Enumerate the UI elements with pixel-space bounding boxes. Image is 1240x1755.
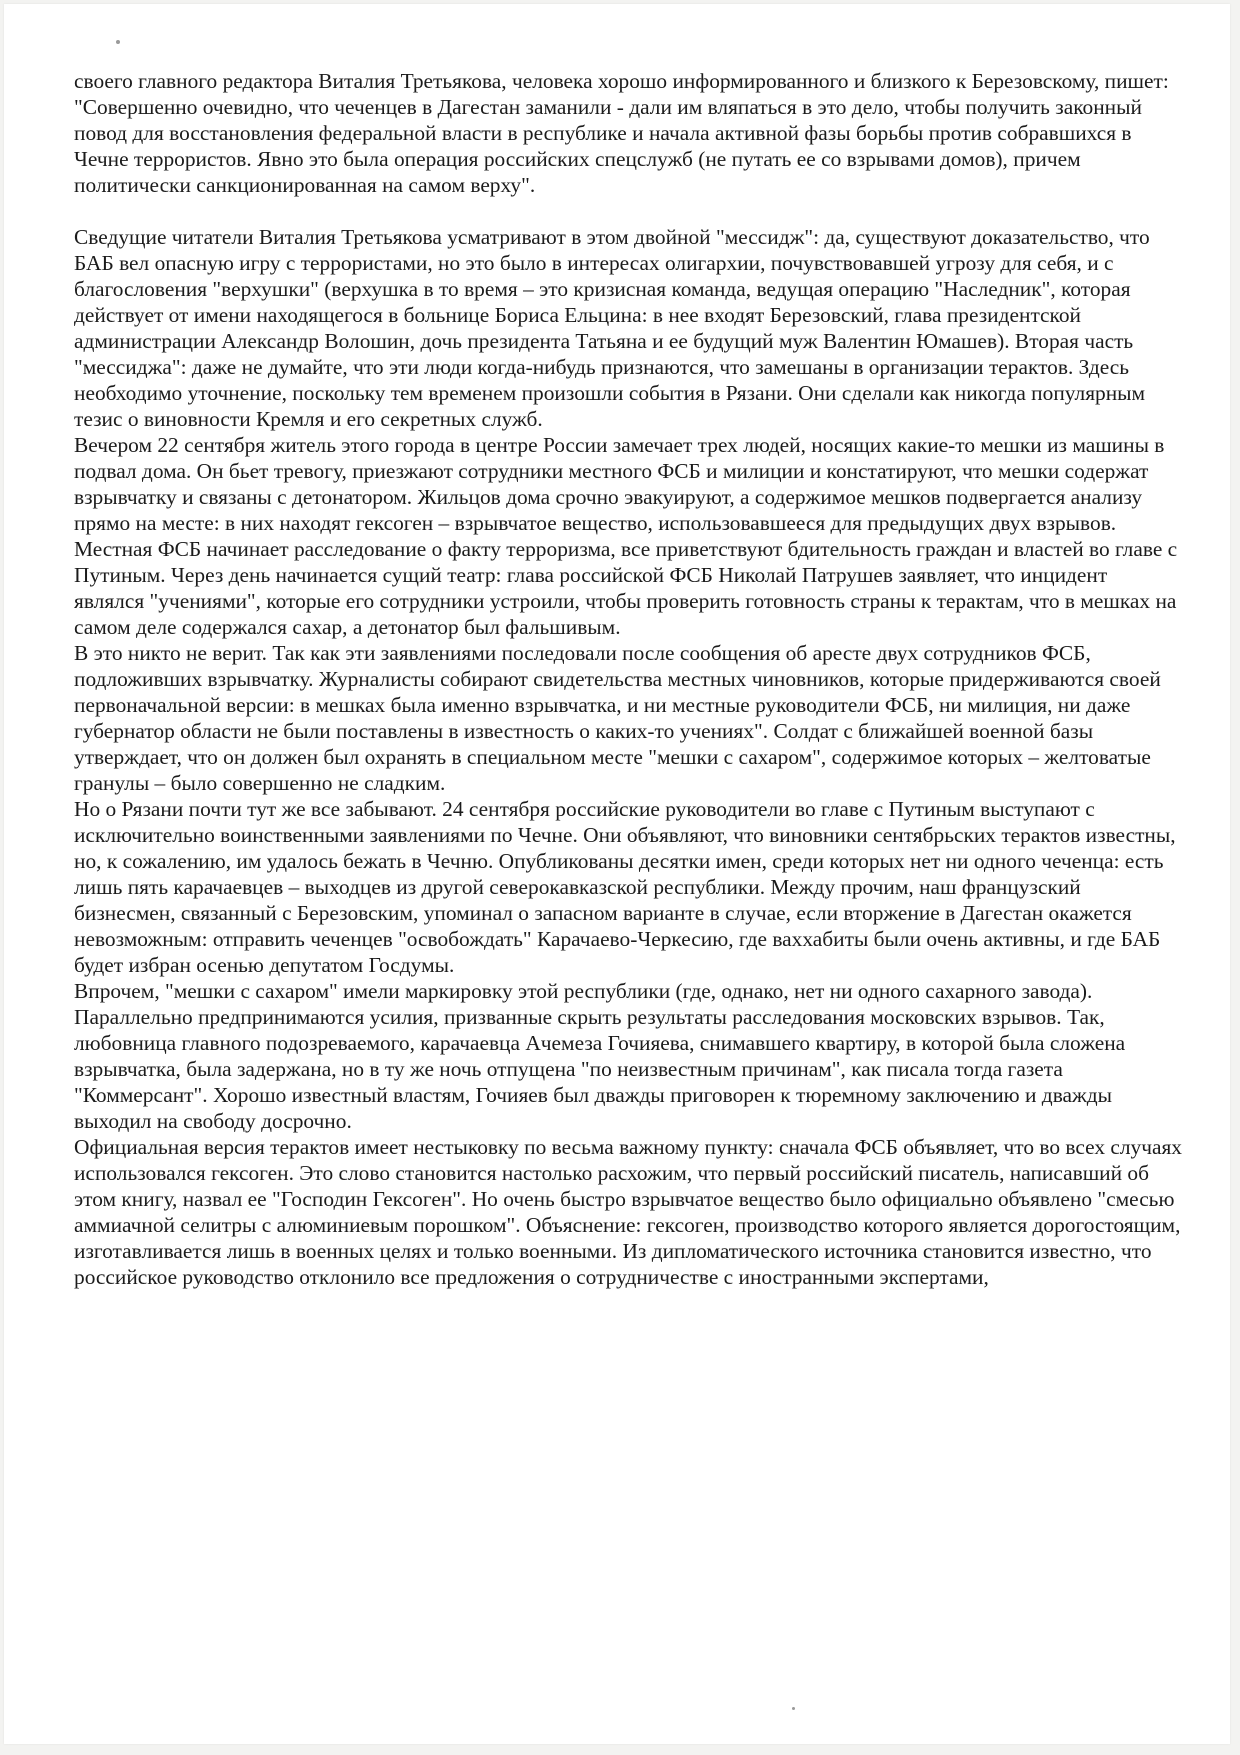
paragraph-3: Вечером 22 сентября житель этого города в центре России замечает трех людей, носящих какие-то мешки из машины в подвал дома. Он бьет тревогу, приезжают сотрудники местного ФСБ и милиции и констатируют, что мешки содержат взрывчатку и связаны с детонатором. Жильцов дома срочно эвакуируют, а содержимое мешков подвергается анализу прямо на месте: в них находят гексоген – взрывчатое вещество, использовавшееся для предыдущих двух взрывов. Местная ФСБ начинает расследование о факту терроризма, все приветствуют бдительность граждан и властей во главе с Путиным. Через день начинается сущий театр: глава российской ФСБ Николай Патрушев заявляет, что инцидент являлся "учениями", которые его сотрудники устроили, чтобы проверить готовность страны к терактам, что в мешках на самом деле содержался сахар, а детонатор был фальшивым. — [74, 433, 1178, 639]
paragraph-gap — [74, 198, 1182, 224]
scan-speck — [792, 1707, 795, 1710]
paragraph-5: Но о Рязани почти тут же все забывают. 24 сентября российские руководители во главе с Путиным выступают с исключительно воинственными заявлениями по Чечне. Они объявляют, что виновники сентябрьских терактов известны, но, к сожалению, им удалось бежать в Чечню. Опубликованы десятки имен, среди которых нет ни одного чеченца: есть лишь пять карачаевцев – выходцев из другой северокавказской республики. Между прочим, наш французский бизнесмен, связанный с Березовским, упоминал о запасном варианте в случае, если вторжение в Дагестан окажется невозможным: отправить чеченцев "освобождать" Карачаево-Черкесию, где ваххабиты были очень активны, и где БАБ будет избран осенью депутатом Госдумы. — [74, 797, 1176, 977]
document-body — [74, 68, 1182, 1290]
paragraph-1: своего главного редактора Виталия Третьякова, человека хорошо информированного и близкого к Березовскому, пишет: "Совершенно очевидно, что чеченцев в Дагестан заманили - дали им вляпаться в это дело, чтобы получить законный повод для восстановления федеральной власти в республике и начала активной фазы борьбы против собравшихся в Чечне террористов. Явно это была операция российских спецслужб (не путать ее со взрывами домов), причем политически санкционированная на самом верху". — [74, 69, 1169, 197]
paragraph-2: Сведущие читатели Виталия Третьякова усматривают в этом двойной "мессидж": да, существуют доказательство, что БАБ вел опасную игру с террористами, но это было в интересах олигархии, почувствовавшей угрозу для себя, и с благословения "верхушки" (верхушка в то время – это кризисная команда, ведущая операцию "Наследник", которая действует от имени находящегося в больнице Бориса Ельцина: в нее входят Березовский, глава президентской администрации Александр Волошин, дочь президента Татьяна и ее будущий муж Валентин Юмашев). Вторая часть "мессиджа": даже не думайте, что эти люди когда-нибудь признаются, что замешаны в организации терактов. Здесь необходимо уточнение, поскольку тем временем произошли события в Рязани. Они сделали как никогда популярным тезис о виновности Кремля и его секретных служб. — [74, 225, 1150, 431]
paragraph-8: Официальная версия терактов имеет нестыковку по весьма важному пункту: сначала ФСБ объявляет, что во всех случаях использовался гексоген. Это слово становится настолько расхожим, что первый российский писатель, написавший об этом книгу, назвал ее "Господин Гексоген". Но очень быстро взрывчатое вещество было официально объявлено "смесью аммиачной селитры с алюминиевым порошком". Объяснение: гексоген, производство которого является дорогостоящим, изготавливается лишь в военных целях и только военными. Из дипломатического источника становится известно, что российское руководство отклонило все предложения о сотрудничестве с иностранными экспертами, — [74, 1135, 1183, 1289]
paragraph-4: В это никто не верит. Так как эти заявлениями последовали после сообщения об аресте двух сотрудников ФСБ, подложивших взрывчатку. Журналисты собирают свидетельства местных чиновников, которые придерживаются своей первоначальной версии: в мешках была именно взрывчатка, и ни местные руководители ФСБ, ни милиция, ни даже губернатор области не были поставлены в известность о каких-то учениях". Солдат с ближайшей военной базы утверждает, что он должен был охранять в специальном месте "мешки с сахаром", содержимое которых – желтоватые гранулы – было совершенно не сладким. — [74, 641, 1161, 795]
paragraph-7: Параллельно предпринимаются усилия, призванные скрыть результаты расследования московских взрывов. Так, любовница главного подозреваемого, карачаевца Ачемеза Гочияева, снимавшего квартиру, в которой была сложена взрывчатка, была задержана, но в ту же ночь отпущена "по неизвестным причинам", как писала тогда газета "Коммерсант". Хорошо известный властям, Гочияев был дважды приговорен к тюремному заключению и дважды выходил на свободу досрочно. — [74, 1005, 1126, 1133]
scan-speck — [116, 40, 120, 44]
paragraph-6: Впрочем, "мешки с сахаром" имели маркировку этой республики (где, однако, нет ни одного сахарного завода). — [74, 979, 1093, 1003]
document-page — [4, 4, 1230, 1744]
